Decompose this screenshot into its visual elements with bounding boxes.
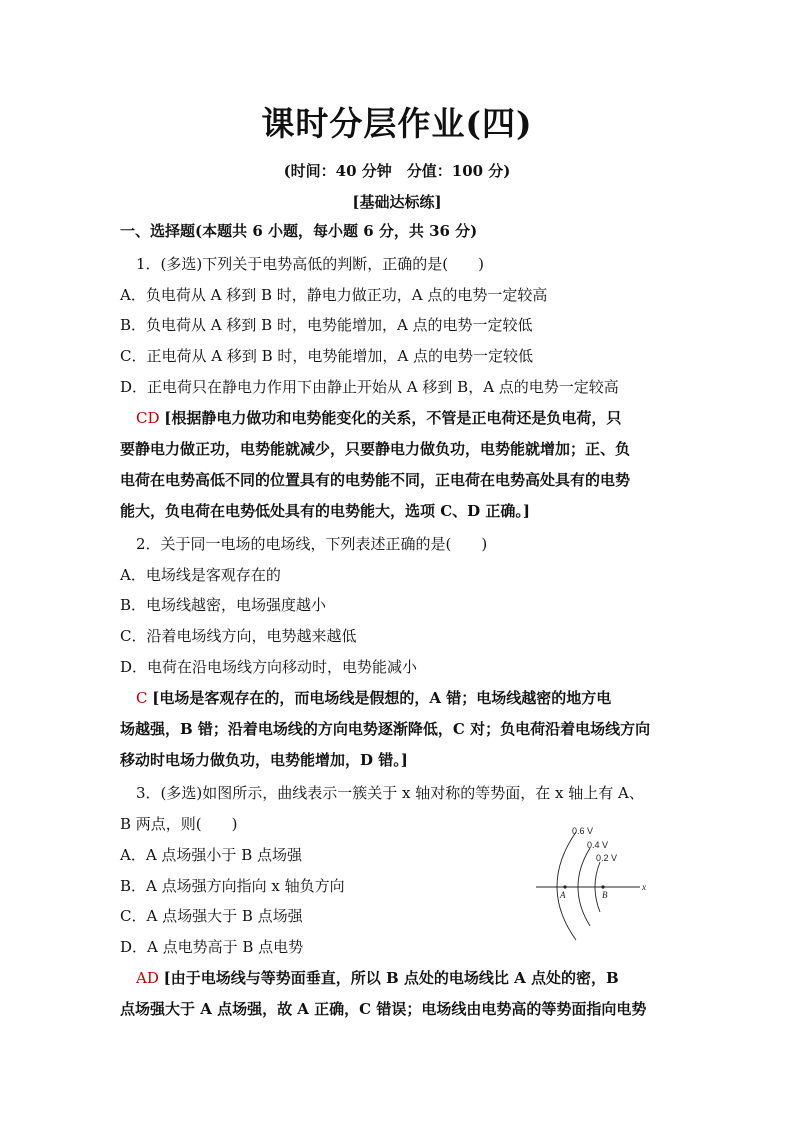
label-point-b: B <box>602 890 608 900</box>
q3-answer: AD <box>136 969 159 987</box>
q3-option-c: C．A 点场强大于 B 点场强 <box>120 907 303 925</box>
q2-option-a: A．电场线是客观存在的 <box>120 566 281 584</box>
q1-option-c: C．正电荷从 A 移到 B 时，电势能增加，A 点的电势一定较低 <box>120 347 534 365</box>
q2-option-d: D．电荷在沿电场线方向移动时，电势能减小 <box>120 658 418 676</box>
section-heading: [基础达标练] <box>352 193 442 211</box>
label-0-4v: 0.4 V <box>587 840 609 850</box>
q1-exp-3: 电荷在电势高低不同的位置具有的电势能不同，正电荷在电势高处具有的电势 <box>120 471 631 489</box>
q2-answer: C <box>136 689 148 707</box>
label-0-6v: 0.6 V <box>572 826 594 836</box>
q1-exp-1: [根据静电力做功和电势能变化的关系，不管是正电荷还是负电荷，只 <box>164 409 622 427</box>
q2-exp-1: [电场是客观存在的，而电场线是假想的，A 错；电场线越密的地方电 <box>152 689 612 707</box>
time-score-info: (时间：40 分钟 分值：100 分) <box>283 162 511 180</box>
point-b-dot <box>601 885 604 888</box>
q1-exp-4: 能大，负电荷在电势低处具有的电势能大，选项 C、D 正确。] <box>120 502 530 520</box>
q3-option-b: B．A 点场强方向指向 x 轴负方向 <box>120 877 345 895</box>
q1-option-b: B．负电荷从 A 移到 B 时，电势能增加，A 点的电势一定较低 <box>120 316 533 334</box>
q2-explanation-line-1 <box>136 688 611 708</box>
q2-stem: 2．关于同一电场的电场线，下列表述正确的是( ) <box>136 535 488 553</box>
point-a-dot <box>563 885 566 888</box>
page-title: 课时分层作业(四) <box>261 104 533 143</box>
equipotential-06-curve <box>557 832 576 940</box>
q3-stem-line-2: B 两点，则( ) <box>120 815 238 833</box>
q2-option-b: B．电场线越密，电场强度越小 <box>120 596 327 614</box>
label-x-axis: x <box>642 882 646 892</box>
q2-exp-2: 场越强，B 错；沿着电场线的方向电势逐渐降低，C 对；负电荷沿着电场线方向 <box>120 720 651 738</box>
q1-stem: 1．(多选)下列关于电势高低的判断，正确的是( ) <box>136 255 484 273</box>
q1-option-d: D．正电荷只在静电力作用下由静止开始从 A 移到 B，A 点的电势一定较高 <box>120 378 619 396</box>
q3-exp-2: 点场强大于 A 点场强，故 A 正确，C 错误；电场线由电势高的等势面指向电势 <box>120 1000 647 1018</box>
q1-exp-2: 要静电力做正功，电势能就减少，只要静电力做负功，电势能就增加；正、负 <box>120 440 631 458</box>
q3-option-d: D．A 点电势高于 B 点电势 <box>120 938 304 956</box>
q2-option-c: C．沿着电场线方向，电势越来越低 <box>120 627 357 645</box>
q2-exp-3: 移动时电场力做负功，电势能增加，D 错。] <box>120 751 408 769</box>
q1-option-a: A．负电荷从 A 移到 B 时，静电力做正功，A 点的电势一定较高 <box>120 286 548 304</box>
part-heading: 一、选择题(本题共 6 小题，每小题 6 分，共 36 分) <box>120 222 478 240</box>
q3-explanation-line-1 <box>136 968 619 988</box>
q3-stem-line-1: 3．(多选)如图所示，曲线表示一簇关于 x 轴对称的等势面，在 x 轴上有 A、 <box>136 784 644 802</box>
label-point-a: A <box>560 890 566 900</box>
equipotential-figure <box>534 822 654 942</box>
q1-explanation-line-1 <box>136 408 621 428</box>
q3-option-a: A．A 点场强小于 B 点场强 <box>120 846 302 864</box>
q1-answer: CD <box>136 409 160 427</box>
label-0-2v: 0.2 V <box>596 853 618 863</box>
q3-exp-1: [由于电场线与等势面垂直，所以 B 点处的电场线比 A 点处的密，B <box>163 969 619 987</box>
